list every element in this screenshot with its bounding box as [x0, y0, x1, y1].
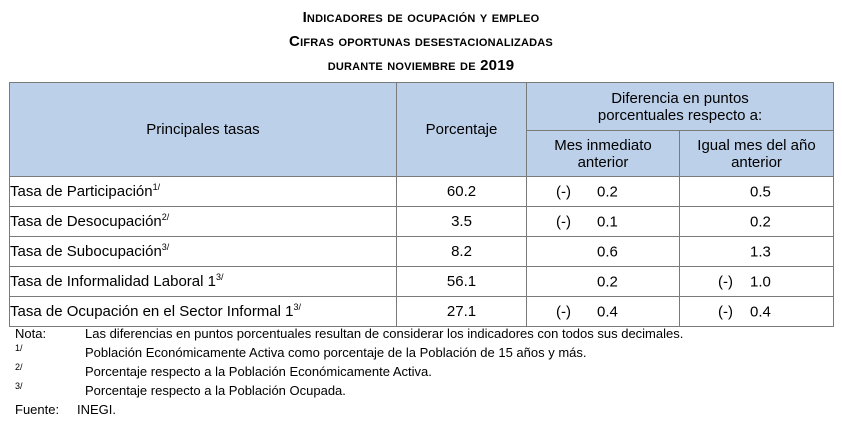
footnote-key — [15, 344, 23, 362]
negative-sign: (-) — [556, 213, 571, 230]
title-line-3 — [0, 57, 842, 74]
percentage-value: 3.5 — [397, 207, 527, 237]
title-line-3-prefix: durante noviembre de — [327, 57, 476, 74]
diff-value: 0.1 — [597, 213, 618, 230]
rate-label — [10, 207, 397, 237]
footnote-marker: 2/ — [15, 362, 23, 372]
rate-name: Tasa de Participación — [10, 183, 153, 200]
diff-previous-year — [680, 237, 834, 267]
rate-name: Tasa de Informalidad Laboral 1 — [10, 273, 216, 290]
rate-label — [10, 237, 397, 267]
footnote-key — [15, 382, 23, 400]
footnote-text: Porcentaje respecto a la Población Económicamente Activa. — [85, 364, 432, 379]
header-principal-rates: Principales tasas — [10, 83, 397, 177]
rate-name: Tasa de Desocupación — [10, 213, 162, 230]
footnote-key — [15, 363, 23, 381]
diff-previous-month — [527, 267, 680, 297]
footnote-marker: 3/ — [15, 381, 23, 391]
diff-previous-year — [680, 297, 834, 327]
diff-previous-year — [680, 267, 834, 297]
diff-value: 0.2 — [597, 273, 618, 290]
header-percentage: Porcentaje — [397, 83, 527, 177]
footnote-ref: 3/ — [215, 272, 224, 282]
footnote-ref: 1/ — [152, 182, 161, 192]
rate-name: Tasa de Subocupación — [10, 243, 162, 260]
footnote-text: Población Económicamente Activa como porcentaje de la Población de 15 años y más. — [85, 345, 587, 360]
footnote-key: Fuente: — [15, 402, 60, 417]
diff-previous-year — [680, 207, 834, 237]
percentage-value: 8.2 — [397, 237, 527, 267]
diff-value: 0.2 — [750, 213, 771, 230]
rate-label — [10, 177, 397, 207]
title-year: 2019 — [480, 57, 515, 74]
footnote-ref: 3/ — [161, 242, 170, 252]
diff-value: 0.4 — [750, 303, 771, 320]
table-row — [10, 237, 834, 267]
table-row — [10, 207, 834, 237]
diff-value: 0.5 — [750, 183, 771, 200]
diff-value: 0.6 — [597, 243, 618, 260]
rate-name: Tasa de Ocupación en el Sector Informal 1 — [10, 303, 294, 320]
table-row — [10, 297, 834, 327]
footnote-text: Las diferencias en puntos porcentuales resultan de considerar los indicadores con todos sus decimales. — [85, 326, 684, 341]
rate-label — [10, 297, 397, 327]
percentage-value: 56.1 — [397, 267, 527, 297]
footnote-ref: 2/ — [161, 212, 170, 222]
footnote-key: Nota: — [15, 326, 47, 341]
footnote-text: Porcentaje respecto a la Población Ocupada. — [85, 383, 346, 398]
footnote-ref: 3/ — [293, 302, 302, 312]
negative-sign: (-) — [556, 303, 571, 320]
percentage-value: 60.2 — [397, 177, 527, 207]
table-body — [10, 177, 834, 327]
diff-previous-month — [527, 177, 680, 207]
diff-previous-year — [680, 177, 834, 207]
header-previous-month: Mes inmediato anterior — [527, 131, 680, 177]
title-line-1: Indicadores de ocupación y empleo — [302, 9, 540, 26]
header-same-month-previous-year: Igual mes del año anterior — [680, 131, 834, 177]
diff-previous-month — [527, 207, 680, 237]
table-row — [10, 267, 834, 297]
footnote-text: INEGI. — [77, 402, 117, 417]
percentage-value: 27.1 — [397, 297, 527, 327]
rate-label — [10, 267, 397, 297]
negative-sign: (-) — [718, 303, 733, 320]
diff-value: 1.0 — [750, 273, 771, 290]
diff-previous-month — [527, 237, 680, 267]
title-line-2: Cifras oportunas desestacionalizadas — [289, 33, 553, 50]
header-difference: Diferencia en puntos porcentuales respecto a: — [527, 83, 834, 131]
table-row — [10, 177, 834, 207]
indicators-table — [9, 82, 834, 327]
diff-previous-month — [527, 297, 680, 327]
diff-value: 1.3 — [750, 243, 771, 260]
footnote-marker: 1/ — [15, 343, 23, 353]
diff-value: 0.4 — [597, 303, 618, 320]
negative-sign: (-) — [718, 273, 733, 290]
diff-value: 0.2 — [597, 183, 618, 200]
negative-sign: (-) — [556, 183, 571, 200]
